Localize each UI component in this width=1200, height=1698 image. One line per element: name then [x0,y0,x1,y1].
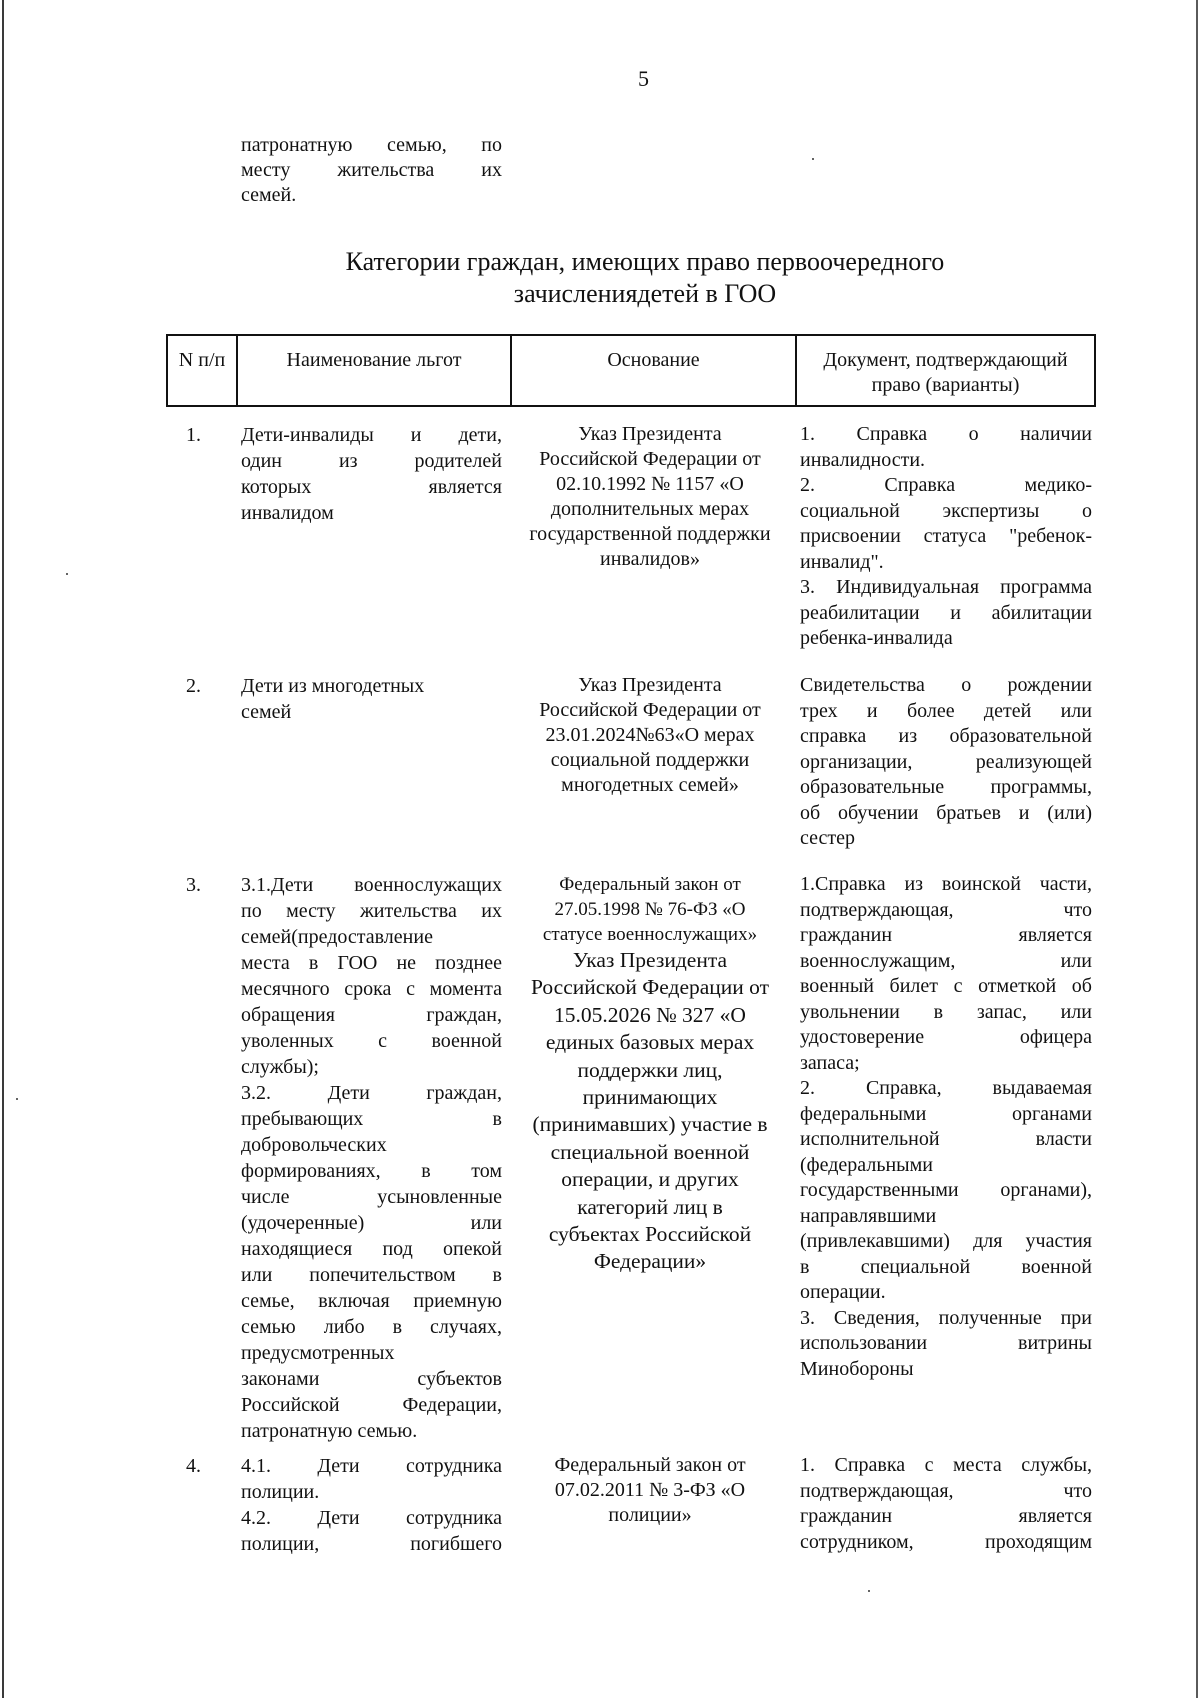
text-line: 3.2. Дети граждан, [241,1082,502,1104]
text-line: инвалидов» [600,548,700,570]
text-line: Федеральный закон от [559,874,741,895]
text-line: (принимавших) участие в [532,1112,768,1137]
text-line: Дети из многодетных [241,675,425,697]
text-line: сотрудником, проходящим [800,1530,1092,1553]
text-line: Указ Президента [578,423,722,445]
text-line: поддержки лиц, [577,1057,723,1082]
header-benefit-name: Наименование льгот [286,349,462,371]
text-line: месячного срока с момента [241,978,502,1000]
text-line: места в ГОО не позднее [241,952,502,974]
page-number: 5 [638,66,649,91]
text-line: инвалидности. [800,448,926,471]
benefit-name [241,673,502,725]
text-line: трех и более детей или [800,699,1092,722]
text-line: подтверждающая, что [800,1479,1092,1502]
text-line: добровольческих [241,1134,387,1156]
text-line: 1.Справка из воинской части, [800,873,1092,895]
text-line: предусмотренных [241,1342,395,1364]
text-line: реабилитации и абилитации [800,601,1092,624]
text-line: или попечительством в [241,1264,502,1286]
legal-basis [510,872,790,1276]
page-edge-right [1196,0,1198,1698]
text-line: (привлекавшими) для участия [800,1230,1092,1252]
text-line: 07.02.2011 № 3-ФЗ «О [554,1479,746,1501]
section-title-line: зачислениядетей в ГОО [513,279,777,308]
text-line: направлявшими [800,1204,937,1227]
text-line: федеральными органами [800,1102,1092,1125]
text-line: использовании витрины [800,1332,1092,1354]
text-line: один из родителей [241,450,502,472]
header-num: N п/п [178,349,226,371]
text-line: 4.2. Дети сотрудника [241,1507,502,1529]
text-line: формированиях, в том [241,1160,502,1182]
row-number: 4. [186,1455,201,1477]
text-line: 4.1. Дети сотрудника [241,1455,502,1477]
text-line: 1. Справка о наличии [800,423,1092,445]
text-line: дополнительных мерах [550,498,750,520]
supporting-documents [800,872,1092,1382]
benefit-name [241,422,502,526]
row-number: 1. [186,424,201,446]
text-line: субъектах Российской [548,1222,752,1247]
carry-over-text [241,133,502,208]
header-documents-line: право (варианты) [871,374,1020,396]
text-line: Российской Федерации от [530,975,770,1000]
text-line: законами субъектов [241,1368,502,1390]
header-documents [797,348,1094,398]
text-line: Российской Федерации от [539,448,761,470]
text-line: Свидетельства о рождении [800,674,1092,696]
row-number: 2. [186,675,201,697]
supporting-documents [800,673,1092,852]
text-line: 3. Сведения, полученные при [800,1306,1092,1329]
supporting-documents [800,1453,1092,1555]
text-line: числе усыновленные [241,1186,502,1208]
row-number: 3. [186,874,201,896]
text-line: 3.1.Дети военнослужащих [241,874,502,896]
text-line: Российской Федерации от [539,699,761,721]
text-line: присвоении статуса "ребенок- [800,525,1092,547]
text-line: инвалидом [241,502,334,524]
section-title-line: Категории граждан, имеющих право первоочередного [345,247,945,276]
text-line: 1. Справка с места службы, [800,1454,1092,1476]
text-line: единых базовых мерах [545,1030,755,1055]
scan-speck [66,573,68,575]
legal-basis [510,1453,790,1528]
legal-basis [510,673,790,798]
text-line: 2. Справка медико- [800,474,1092,496]
scan-speck [16,1098,18,1100]
text-line: подтверждающая, что [800,898,1092,921]
basis-presidential-decree [510,947,790,1276]
text-line: в специальной военной [800,1255,1092,1278]
text-line: (удочеренные) или [241,1212,502,1234]
text-line: полиции» [608,1504,692,1526]
basis-federal-law [510,872,790,947]
text-line: специальной военной [550,1139,750,1164]
text-line: обращения граждан, [241,1004,502,1026]
text-line: 2. Справка, выдаваемая [800,1077,1092,1099]
text-line: Российской Федерации, [241,1394,502,1416]
text-line: удостоверение офицера [800,1026,1092,1048]
text-line: операции. [800,1281,886,1303]
text-line: Федерации» [593,1249,707,1274]
page-edge-left [2,0,4,1698]
text-line: 02.10.1992 № 1157 «О [556,473,744,495]
text-line: 15.05.2026 № 327 «О [554,1002,746,1027]
text-line: полиции, погибшего [241,1533,502,1555]
header-basis: Основание [607,349,700,371]
text-line: запаса; [800,1051,860,1074]
section-title [170,246,1120,310]
text-line: уволенных с военной [241,1030,502,1052]
text-line: Минобороны [800,1357,914,1380]
benefit-name [241,1453,502,1557]
text-line: семье, включая приемную [241,1290,502,1312]
text-line: Федеральный закон от [554,1454,746,1476]
text-line: справка из образовательной [800,725,1092,747]
text-line: государственной поддержки [529,523,771,545]
header-documents-line: Документ, подтверждающий [823,349,1068,371]
text-line: пребывающих в [241,1108,502,1130]
text-line: военный билет с отметкой об [800,975,1092,997]
text-line: 3. Индивидуальная программа [800,576,1092,598]
text-line: социальной экспертизы о [800,499,1092,522]
text-line: операции, и других [561,1167,739,1192]
text-line: категорий лиц в [577,1194,723,1219]
text-line: военнослужащим, или [800,949,1092,972]
text-line: социальной поддержки [550,749,750,771]
carry-over-line: семей. [241,184,297,206]
text-line: семью либо в случаях, [241,1316,502,1338]
text-line: полиции. [241,1481,320,1503]
carry-over-line: патронатную семью, по [241,134,502,156]
text-line: инвалид". [800,550,884,573]
text-line: статусе военнослужащих» [542,924,758,945]
text-line: гражданин является [800,924,1092,946]
text-line: образовательные программы, [800,776,1092,798]
text-line: принимающих [582,1085,718,1110]
text-line: организации, реализующей [800,750,1092,773]
benefit-name [241,872,502,1444]
table-header [166,334,1096,407]
text-line: по месту жительства их [241,900,502,922]
scan-speck [868,1590,870,1592]
text-line: которых является [241,476,502,498]
text-line: сестер [800,827,855,849]
text-line: службы); [241,1056,319,1078]
text-line: семей [241,701,292,723]
text-line: 27.05.1998 № 76-ФЗ «О [554,899,746,920]
text-line: исполнительной власти [800,1128,1092,1150]
legal-basis [510,422,790,572]
text-line: многодетных семей» [561,774,739,796]
text-line: патронатную семью. [241,1420,418,1442]
text-line: гражданин является [800,1505,1092,1527]
text-line: увольнении в запас, или [800,1000,1092,1023]
text-line: государственными органами), [800,1179,1092,1201]
carry-over-line: месту жительства их [241,159,502,181]
supporting-documents [800,422,1092,652]
text-line: (федеральными [800,1153,933,1176]
text-line: находящиеся под опекой [241,1238,502,1260]
text-line: Указ Президента [572,948,728,972]
text-line: Указ Президента [578,674,722,696]
text-line: об обучении братьев и (или) [800,801,1092,824]
text-line: ребенка-инвалида [800,627,953,649]
text-line: семей(предоставление [241,926,433,948]
text-line: Дети-инвалиды и дети, [241,424,502,446]
scan-speck [812,158,814,160]
text-line: 23.01.2024№63«О мерах [545,724,755,746]
